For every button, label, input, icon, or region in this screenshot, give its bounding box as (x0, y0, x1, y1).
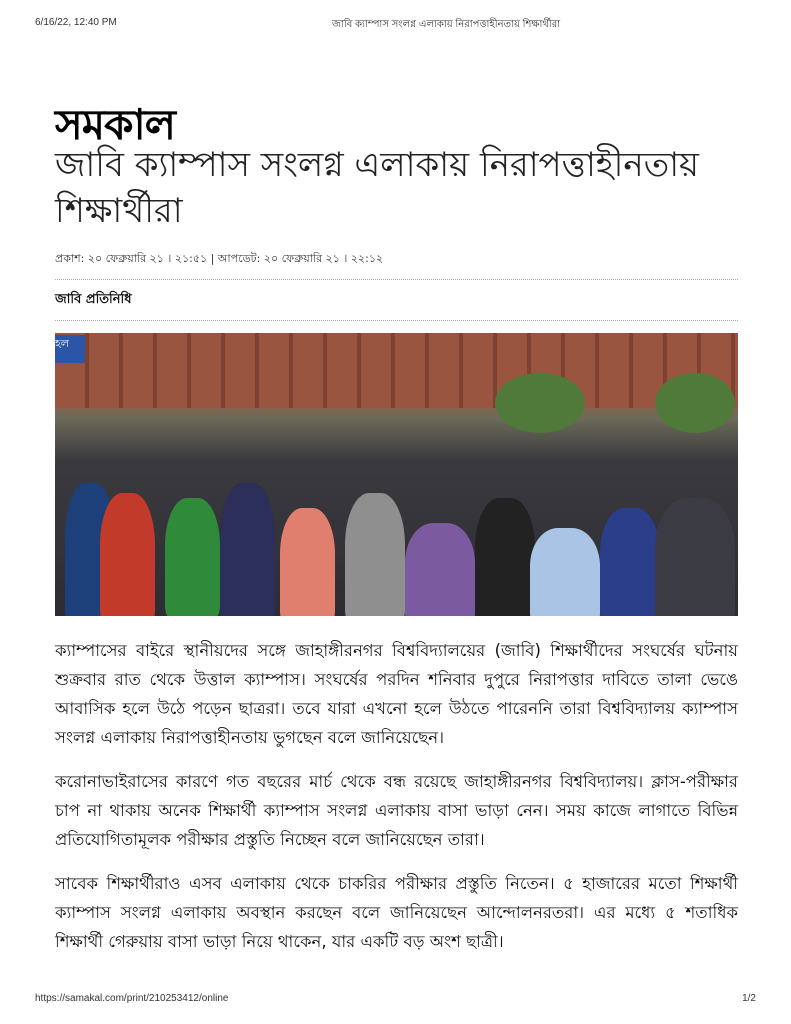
masthead-logo: সমকাল (55, 100, 175, 149)
photo-person (280, 508, 335, 616)
divider (55, 320, 738, 321)
article-title: জাবি ক্যাম্পাস সংলগ্ন এলাকায় নিরাপত্তাহীনতায় শিক্ষার্থীরা (55, 145, 700, 231)
print-page-number: 1/2 (742, 993, 756, 1004)
photo-person (475, 498, 535, 616)
article-photo (55, 333, 738, 616)
photo-person (345, 493, 405, 616)
print-page-title: জাবি ক্যাম্পাস সংলগ্ন এলাকায় নিরাপত্তাহীনতায় শিক্ষার্থীরা (332, 19, 561, 30)
article-body (55, 636, 738, 971)
article-meta: প্রকাশ: ২০ ফেব্রুয়ারি ২১ । ২১:৫১ | আপডেট: ২০ ফেব্রুয়ারি ২১ । ২২:১২ (55, 252, 384, 265)
article-paragraph: সাবেক শিক্ষার্থীরাও এসব এলাকায় থেকে চাকরির পরীক্ষার প্রস্তুতি নিতেন। ৫ হাজারের মতো শিক্ষার্থী ক্যাম্পাস সংলগ্ন এলাকায় অবস্থান করছেন বলে জানিয়েছেন আন্দোলনরতরা। এর মধ্যে ৫ শতাধিক শিক্ষার্থী গেরুয়ায় বাসা ভাড়া নিয়ে থাকেন, যার একটি বড় অংশ ছাত্রী। (55, 874, 738, 951)
photo-tree (655, 373, 735, 433)
print-datetime: 6/16/22, 12:40 PM (35, 17, 117, 28)
photo-person (600, 508, 660, 616)
photo-person (220, 483, 275, 616)
article-paragraph: করোনাভাইরাসের কারণে গত বছরের মার্চ থেকে বন্ধ রয়েছে জাহাঙ্গীরনগর বিশ্ববিদ্যালয়। ক্লাস-পরীক্ষার চাপ না থাকায় অনেক শিক্ষার্থী ক্যাম্পাস সংলগ্ন এলাকায় বাসা ভাড়া নেন। সময় কাজে লাগাতে বিভিন্ন প্রতিযোগিতামূলক পরীক্ষার প্রস্তুতি নিচ্ছেন বলে জানিয়েছেন তারা। (55, 772, 738, 849)
photo-person (655, 498, 735, 616)
article-paragraph: ক্যাম্পাসের বাইরে স্থানীয়দের সঙ্গে জাহাঙ্গীরনগর বিশ্ববিদ্যালয়ের (জাবি) শিক্ষার্থীদের সংঘর্ষের ঘটনায় শুক্রবার রাত থেকে উত্তাল ক্যাম্পাস। সংঘর্ষের পরদিন শনিবার দুপুরে নিরাপত্তার দাবিতে তালা ভেঙে আবাসিক হলে উঠে পড়েন ছাত্ররা। তবে যারা এখনো হলে উঠতে পারেননি তারা বিশ্ববিদ্যালয় ক্যাম্পাস সংলগ্ন এলাকায় নিরাপত্তাহীনতায় ভুগছেন বলে জানিয়েছেন। (55, 641, 738, 747)
photo-person (405, 523, 475, 616)
photo-person (530, 528, 600, 616)
photo-building (55, 333, 738, 408)
divider (55, 279, 738, 280)
photo-tree (495, 373, 585, 433)
photo-person (165, 498, 220, 616)
photo-sign: হল (55, 335, 85, 363)
article-author: জাবি প্রতিনিধি (55, 292, 132, 307)
print-url: https://samakal.com/print/210253412/online (35, 993, 229, 1004)
photo-person (100, 493, 155, 616)
